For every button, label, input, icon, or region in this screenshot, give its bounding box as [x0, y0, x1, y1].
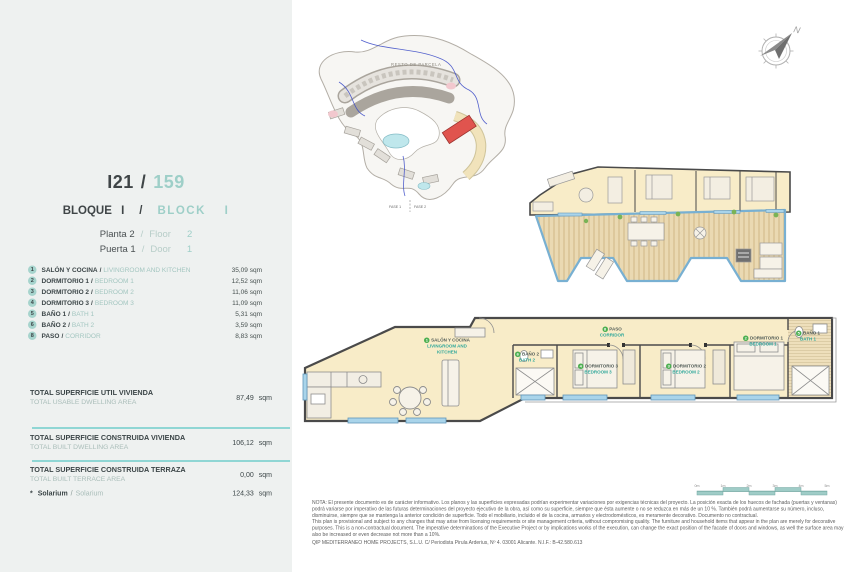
door-value: 1	[186, 244, 193, 255]
room-row-bed2	[28, 286, 262, 297]
site-plan	[303, 24, 525, 216]
room-row-bath1	[28, 308, 262, 319]
slash: /	[70, 489, 73, 497]
pink-area-2	[446, 83, 456, 90]
room-name-en: BEDROOM 1	[94, 276, 134, 285]
phase-1-label: FASE 1	[389, 205, 402, 209]
solarium-row	[30, 489, 272, 501]
room-badge: 4	[579, 363, 582, 369]
plan-label-en: KITCHEN	[437, 349, 457, 355]
room-name-en: BATH 2	[71, 320, 95, 329]
room-row-corridor	[28, 330, 262, 341]
plan-label-bed2	[641, 363, 731, 375]
total-usable-area	[30, 389, 272, 413]
total-value: 87,49	[236, 393, 254, 402]
plan-label-es: PASO	[609, 326, 622, 332]
plan-label-en: BEDROOM 2	[672, 369, 700, 375]
room-name-es: SALÓN Y COCINA	[41, 265, 98, 274]
room-area: 35,09 sqm	[231, 265, 262, 274]
room-number-badge: 5	[28, 309, 37, 318]
total-built-terrace-area	[30, 466, 272, 490]
plan-label-living	[397, 337, 497, 355]
room-number-badge: 3	[28, 287, 37, 296]
total-label-en: TOTAL BUILT DWELLING AREA	[30, 443, 129, 451]
plan-label-en: BATH 2	[519, 357, 535, 363]
north-label: N	[792, 24, 802, 36]
room-number-badge: 1	[28, 265, 37, 274]
divider	[32, 460, 290, 462]
room-area: 8,83 sqm	[235, 331, 262, 340]
plan-label-es: BAÑO 2	[521, 351, 539, 357]
door-label-en: Door	[150, 244, 171, 255]
solarium-plan	[528, 155, 848, 290]
floor-label-es: Planta 2	[99, 229, 135, 240]
room-number-badge: 4	[28, 298, 37, 307]
deck	[536, 210, 785, 281]
plan-label-en: LIVINGROOM AND	[427, 343, 467, 349]
plan-label-es: BAÑO 1	[802, 330, 820, 336]
plan-label-en: BEDROOM 3	[584, 369, 612, 375]
compass	[748, 18, 816, 80]
room-row-bath2	[28, 319, 262, 330]
plan-label-en: BATH 1	[800, 336, 816, 342]
room-row-living	[28, 264, 262, 275]
total-unit: sqm	[258, 470, 272, 479]
room-number-badge: 2	[28, 276, 37, 285]
room-name-en: BEDROOM 2	[94, 287, 134, 296]
info-panel	[0, 0, 292, 572]
scale-label: 4m	[798, 484, 804, 488]
solarium-value: 124,33	[232, 489, 254, 497]
room-row-bed3	[28, 297, 262, 308]
room-badge: 5	[797, 330, 800, 336]
phase-2-label: FASE 2	[414, 205, 427, 209]
pink-area-1	[328, 111, 338, 118]
plan-label-es: DORMITORIO 2	[673, 363, 706, 369]
pool-small	[418, 183, 430, 190]
plan-label-bath2	[497, 351, 557, 363]
solarium-star: *	[30, 489, 33, 497]
total-label-en: TOTAL USABLE DWELLING AREA	[30, 398, 137, 406]
room-badge: 3	[667, 363, 670, 369]
door-separator: /	[141, 244, 145, 255]
total-label-es: TOTAL SUPERFICIE CONSTRUIDA VIVIENDA	[30, 434, 186, 442]
block-label-es: BLOQUE I	[62, 205, 125, 217]
room-number-badge: 6	[28, 320, 37, 329]
room-area: 11,09 sqm	[232, 298, 262, 307]
total-unit: sqm	[258, 438, 272, 447]
room-name-es: BAÑO 2	[41, 320, 67, 329]
disclaimer-note-en: This plan is provisional and subject to any changes that may arise from licensing requirements or site management criteria, without compromising quality. The furniture and household items that appear in the plan are merely for decorative purposes. This is a non-contractual document. The imperative determinations of the Executive Project or by implications works of the execution, can change the exact position of the facade of doors and windows, as well the surface area may also be increased or even decrease not more than a 10%.	[312, 519, 844, 538]
plan-label-en: CORRIDOR	[599, 332, 625, 338]
scale-label: 1m	[720, 484, 726, 488]
disclaimer	[312, 500, 849, 570]
plan-label-bath1	[783, 330, 833, 342]
plan-label-es: SALÓN Y COCINA	[431, 337, 470, 343]
company-address: QIP MEDITERRANEO HOME PROJECTS, S.L.U. C/ Periodista Pirula Arderius, Nº 4. 03001 Alicante. N.I.F.: B-42.580.613	[312, 539, 583, 546]
unit-separator: /	[140, 172, 147, 192]
room-row-bed1	[28, 275, 262, 286]
room-badge: 2	[744, 335, 747, 341]
room-area: 11,06 sqm	[232, 287, 262, 296]
plan-label-en: BEDROOM 1	[749, 341, 777, 347]
room-area: 12,52 sqm	[231, 276, 262, 285]
total-value: 0,00	[240, 470, 254, 479]
plan-label-bed3	[553, 363, 643, 375]
solarium-unit: sqm	[258, 489, 272, 497]
total-built-dwelling-area	[30, 434, 272, 458]
solarium-label-en: Solarium	[75, 489, 104, 497]
room-name-en: BEDROOM 3	[94, 298, 134, 307]
scale-label: 5m	[824, 484, 830, 488]
room-name-es: DORMITORIO 3	[41, 298, 90, 307]
total-unit: sqm	[258, 393, 272, 402]
room-name-en: LIVINGROOM AND KITCHEN	[103, 265, 191, 274]
room-name-es: DORMITORIO 1	[41, 276, 90, 285]
scale-label: 0m	[694, 484, 700, 488]
total-label-es: TOTAL SUPERFICIE UTIL VIVIENDA	[30, 389, 154, 397]
room-badge: 6	[516, 351, 519, 357]
solarium-label-es: Solarium	[37, 489, 68, 497]
slash: /	[91, 298, 93, 307]
room-area: 3,59 sqm	[235, 320, 262, 329]
main-floor-plan	[293, 310, 848, 450]
floor-value: 2	[186, 229, 193, 240]
block-separator: /	[139, 205, 143, 217]
divider	[32, 427, 290, 429]
slash: /	[61, 331, 64, 340]
room-name-es: PASO	[41, 331, 60, 340]
room-number-badge: 8	[28, 331, 37, 340]
total-label-es: TOTAL SUPERFICIE CONSTRUIDA TERRAZA	[30, 466, 186, 474]
unit-title	[0, 172, 292, 193]
door-line	[0, 244, 292, 255]
plan-label-es: DORMITORIO 3	[585, 363, 618, 369]
room-name-es: BAÑO 1	[41, 309, 67, 318]
slash: /	[91, 287, 93, 296]
disclaimer-note-es: NOTA: El presente documento es de carácter informativo. Los planos y las superficies expresadas podrían experimentar variaciones por exigencias técnicas del proyecto. La posición exacta de los huecos de fachada (puertas y ventanas) podrá variarse por imperativo de las futuras determinaciones del proyecto ejecutivo de la obra, así como su superficie, siempre que ésta aumente o no se reduzca en más de un 10 %. También podrá aumentarse su número, incluso, disminuirse, siempre que se mantenga la anterior condición de superficie. Todo el mobiliario, incluido el de la cocina, armarios y electrodomésticos, es meramente decorativo. Documento no contractual.	[312, 500, 837, 519]
slash: /	[99, 265, 102, 274]
block-title	[0, 205, 292, 217]
total-value: 106,12	[232, 438, 254, 447]
scale-bar	[693, 482, 833, 498]
room-name-en: CORRIDOR	[65, 331, 101, 340]
slash: /	[68, 309, 70, 318]
plan-label-es: DORMITORIO 1	[750, 335, 783, 341]
floor-line	[0, 229, 292, 240]
plan-number: 159	[153, 172, 185, 192]
floor-separator: /	[140, 229, 144, 240]
plan-label-corridor	[572, 326, 652, 338]
room-name-es: DORMITORIO 2	[41, 287, 90, 296]
room-badge: 8	[603, 326, 607, 332]
slash: /	[91, 276, 93, 285]
block-label-en: BLOCK I	[157, 205, 230, 217]
floor-label-en: Floor	[149, 229, 171, 240]
total-label-en: TOTAL BUILT TERRACE AREA	[30, 475, 126, 483]
door-label-es: Puerta 1	[99, 244, 136, 255]
remainder-label: RESTO DE PARCELA	[391, 62, 442, 67]
scale-label: 3m	[772, 484, 778, 488]
scale-label: 2m	[746, 484, 752, 488]
unit-code: I21	[107, 172, 134, 192]
pool	[383, 134, 409, 148]
slash: /	[68, 320, 70, 329]
room-area: 5,31 sqm	[235, 309, 262, 318]
room-name-en: BATH 1	[71, 309, 95, 318]
room-badge: 1	[425, 337, 428, 343]
